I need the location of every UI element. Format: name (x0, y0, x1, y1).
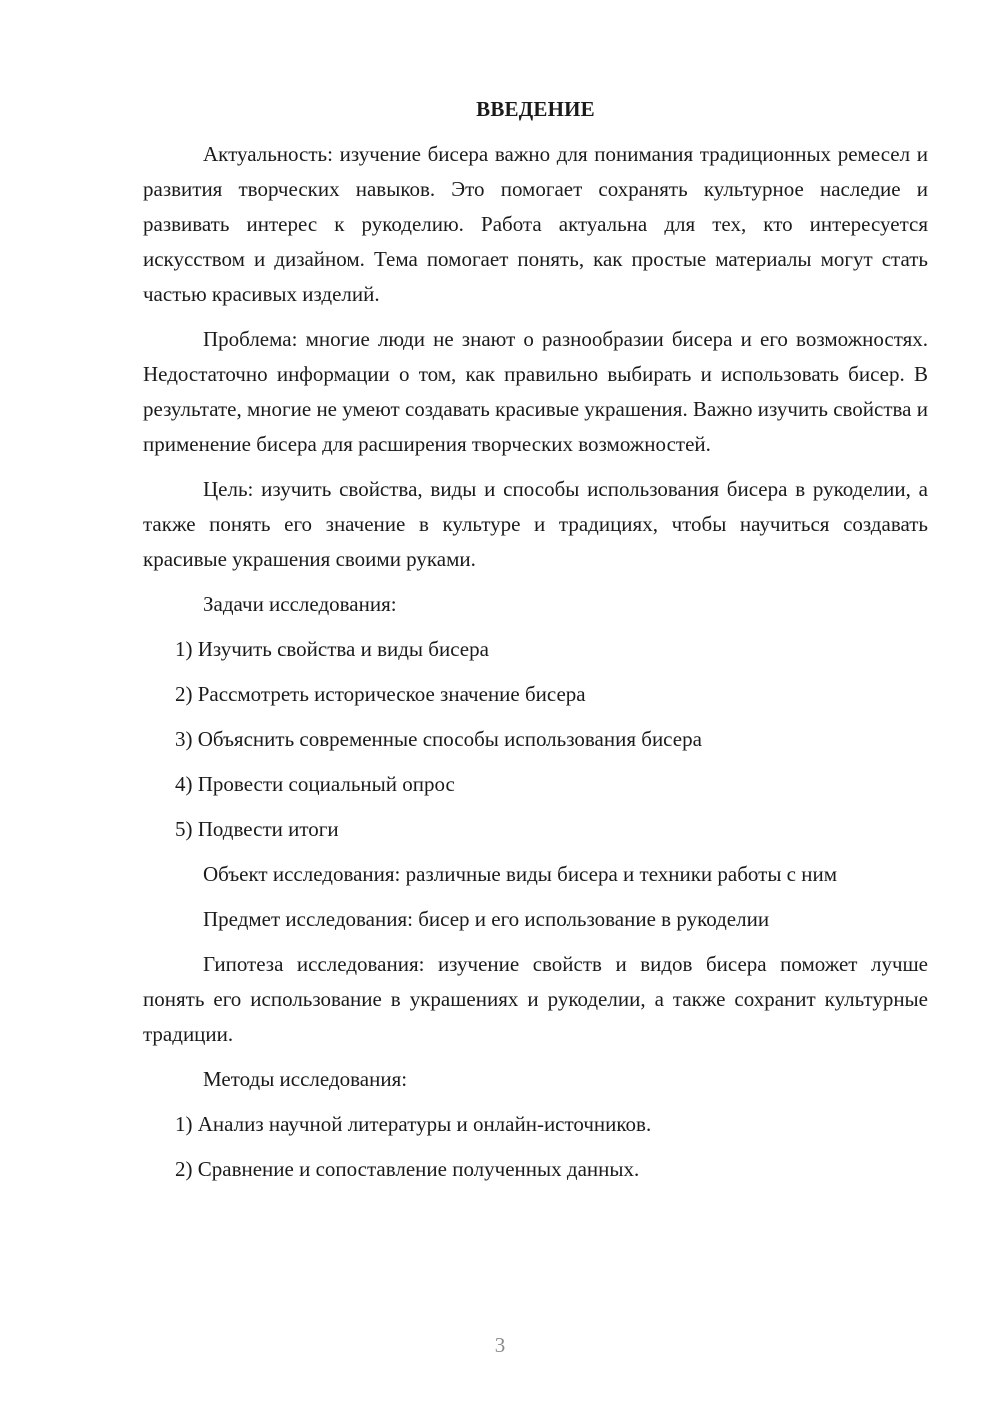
methods-heading: Методы исследования: (203, 1067, 408, 1091)
spacer (143, 757, 928, 767)
spacer (143, 712, 928, 722)
task-item: 4) Провести социальный опрос (175, 772, 455, 796)
spacer (143, 462, 928, 472)
spacer (143, 847, 928, 857)
section-title: ВВЕДЕНИЕ (476, 97, 595, 121)
spacer (143, 312, 928, 322)
spacer (143, 1097, 928, 1107)
tasks-heading: Задачи исследования: (203, 592, 397, 616)
spacer (143, 892, 928, 902)
method-item: 2) Сравнение и сопоставление полученных данных. (175, 1157, 640, 1181)
page-number: 3 (494, 1333, 506, 1357)
paragraph-goal: Цель: изучить свойства, виды и способы использования бисера в рукоделии, а также понять его значение в культуре и традициях, чтобы научиться создавать красивые украшения своими руками. (143, 477, 928, 571)
task-item: 3) Объяснить современные способы использования бисера (175, 727, 702, 751)
spacer (143, 1142, 928, 1152)
spacer (143, 937, 928, 947)
paragraph-hypothesis: Гипотеза исследования: изучение свойств и видов бисера поможет лучше понять его использование в украшениях и рукоделии, а также сохранит культурные традиции. (143, 952, 928, 1046)
paragraph-subject: Предмет исследования: бисер и его использование в рукоделии (203, 907, 770, 931)
paragraph-problem: Проблема: многие люди не знают о разнообразии бисера и его возможностях. Недостаточно информации о том, как правильно выбирать и использовать бисер. В результате, многие не умеют создавать красивые украшения. Важно изучить свойства и применение бисера для расширения творческих возможностей. (143, 327, 928, 456)
task-item: 1) Изучить свойства и виды бисера (175, 637, 489, 661)
spacer (143, 622, 928, 632)
paragraph-relevance: Актуальность: изучение бисера важно для понимания традиционных ремесел и развития творческих навыков. Это помогает сохранять культурное наследие и развивать интерес к рукоделию. Работа актуальна для тех, кто интересуется искусством и дизайном. Тема помогает понять, как простые материалы могут стать частью красивых изделий. (143, 142, 928, 306)
task-item: 5) Подвести итоги (175, 817, 339, 841)
spacer (143, 802, 928, 812)
task-item: 2) Рассмотреть историческое значение бисера (175, 682, 586, 706)
document-page (143, 92, 928, 1187)
spacer (143, 577, 928, 587)
method-item: 1) Анализ научной литературы и онлайн-источников. (175, 1112, 652, 1136)
paragraph-object: Объект исследования: различные виды бисера и техники работы с ним (203, 862, 838, 886)
spacer (143, 127, 928, 137)
spacer (143, 667, 928, 677)
spacer (143, 1052, 928, 1062)
